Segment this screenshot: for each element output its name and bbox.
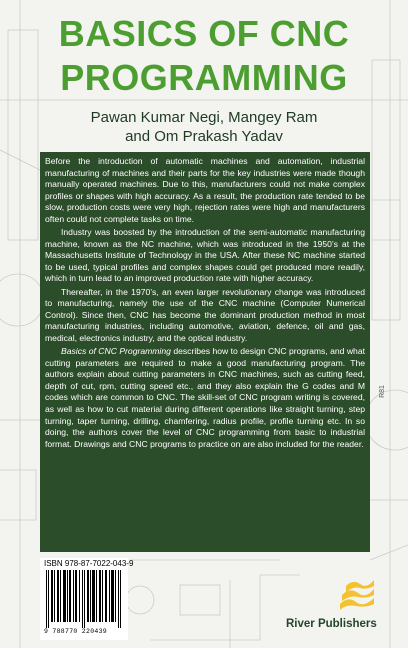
river-publishers-waves-icon bbox=[338, 578, 376, 612]
isbn-label: ISBN 978-87-7022-043-9 bbox=[44, 559, 134, 568]
book-title-italic: Basics of CNC Programming bbox=[61, 346, 171, 356]
blurb-paragraph-4-text: describes how to design CNC programs, and what cutting parameters are required to make a good manufacturing program. The authors explain about cutting parameters in CNC machines, such as cutting feed, depth of cut, rpm, cutting speed etc., and they also explain the G codes and M codes which are common to CNC. The skill-set of CNC program writing is covered, as well as how to cut material during different operations like straight turning, step turning, taper turning, drilling, chamfering, radius profile, profile turning etc. In so doing, the authors cover the level of CNC programming from basic to industrial format. Drawings and CNC programs to practice on are also included for the reader. bbox=[45, 346, 365, 449]
barcode-digits: 9 788770 220439 bbox=[44, 628, 108, 635]
blurb-paragraph-3: Thereafter, in the 1970’s, an even larger revolutionary change was introduced to manufacturing, namely the use of the CNC machine (Computer Numerical Control). Since then, CNC has become the dominant production method in most manufacturing industries, including automotive, aviation, defence, oil and gas, medical, electronics industry, and the optical industry. bbox=[45, 286, 365, 343]
book-title-line-2: PROGRAMMING bbox=[60, 57, 348, 98]
drawing-side-tag: R81 bbox=[378, 385, 386, 398]
authors-line-1: Pawan Kumar Negi, Mangey Ram bbox=[90, 109, 318, 126]
authors-line-2: and Om Prakash Yadav bbox=[125, 128, 283, 145]
publisher-name: River Publishers bbox=[286, 618, 377, 630]
blurb-paragraph-2: Industry was boosted by the introduction of the semi-automatic manufacturing machine, known as the NC machine, which was introduced in the 1950’s at the Massachusetts Institute of Technology in the USA. After these NC machine started to be used, typical profiles and complex shapes could get produced more readily, which in turn lead to an improved production rate with higher accuracy. bbox=[45, 227, 365, 284]
barcode-icon bbox=[44, 570, 124, 628]
back-cover-blurb-panel bbox=[40, 152, 370, 552]
blurb-paragraph-4 bbox=[45, 346, 365, 450]
book-title-line-1: BASICS OF CNC bbox=[58, 13, 350, 54]
blurb-paragraph-1: Before the introduction of automatic machines and automation, industrial manufacturing of machines and their parts for the key industries were made though manually operated machines. Due to this, manufacturers could not make complex profiles or shapes with high accuracy. As a result, the production rate tended to be slow, production costs were very high, rejection rates were high and manufacturers often could not complete tasks on time. bbox=[45, 156, 365, 224]
